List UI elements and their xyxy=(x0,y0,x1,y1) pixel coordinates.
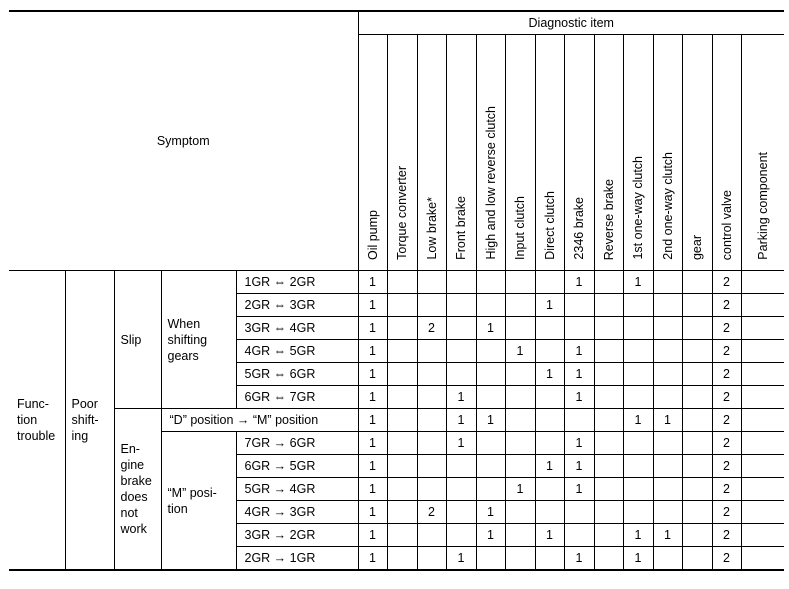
value-cell: 1 xyxy=(623,409,653,432)
value-cell xyxy=(623,363,653,386)
value-cell xyxy=(535,501,564,524)
value-cell xyxy=(594,409,623,432)
value-cell xyxy=(653,294,682,317)
value-cell xyxy=(623,501,653,524)
value-cell xyxy=(505,386,535,409)
value-cell: 2 xyxy=(712,432,741,455)
value-cell xyxy=(594,294,623,317)
value-cell xyxy=(505,547,535,571)
row-label: 5GR → 4GR xyxy=(236,478,358,501)
value-cell: 1 xyxy=(564,340,594,363)
value-cell xyxy=(741,317,784,340)
value-cell xyxy=(594,501,623,524)
value-cell xyxy=(535,478,564,501)
value-cell: 1 xyxy=(358,386,387,409)
value-cell xyxy=(623,317,653,340)
value-cell xyxy=(387,386,417,409)
value-cell: 1 xyxy=(358,317,387,340)
value-cell xyxy=(387,317,417,340)
value-cell xyxy=(417,386,446,409)
value-cell: 1 xyxy=(535,455,564,478)
when-shifting-gears-label: When shifting gears xyxy=(161,271,236,409)
value-cell xyxy=(623,478,653,501)
value-cell: 1 xyxy=(505,340,535,363)
value-cell xyxy=(505,409,535,432)
value-cell xyxy=(417,478,446,501)
value-cell xyxy=(535,340,564,363)
value-cell xyxy=(653,455,682,478)
column-header: High and low reverse clutch xyxy=(476,35,505,271)
column-header: Direct clutch xyxy=(535,35,564,271)
value-cell xyxy=(594,363,623,386)
value-cell: 1 xyxy=(564,363,594,386)
value-cell xyxy=(623,340,653,363)
column-header: Low brake* xyxy=(417,35,446,271)
value-cell xyxy=(741,501,784,524)
value-cell xyxy=(387,409,417,432)
table-row xyxy=(9,271,784,294)
value-cell xyxy=(741,432,784,455)
value-cell xyxy=(417,432,446,455)
value-cell xyxy=(653,363,682,386)
value-cell xyxy=(682,455,712,478)
value-cell xyxy=(594,340,623,363)
value-cell xyxy=(594,432,623,455)
function-trouble-label: Func- tion trouble xyxy=(9,271,65,571)
value-cell: 1 xyxy=(476,524,505,547)
value-cell: 1 xyxy=(476,317,505,340)
value-cell xyxy=(564,294,594,317)
value-cell: 1 xyxy=(358,340,387,363)
value-cell xyxy=(682,409,712,432)
diagnostic-table xyxy=(9,10,784,571)
value-cell xyxy=(476,386,505,409)
value-cell: 1 xyxy=(623,271,653,294)
value-cell xyxy=(446,294,476,317)
value-cell xyxy=(476,294,505,317)
value-cell: 1 xyxy=(623,547,653,571)
value-cell xyxy=(417,455,446,478)
value-cell: 1 xyxy=(446,409,476,432)
value-cell xyxy=(505,501,535,524)
value-cell: 1 xyxy=(535,363,564,386)
row-label: 4GR ⇔ 5GR xyxy=(236,340,358,363)
value-cell: 1 xyxy=(653,524,682,547)
value-cell xyxy=(741,547,784,571)
value-cell xyxy=(387,547,417,571)
value-cell xyxy=(505,271,535,294)
column-header: gear xyxy=(682,35,712,271)
value-cell xyxy=(446,455,476,478)
value-cell xyxy=(682,271,712,294)
value-cell: 2 xyxy=(712,501,741,524)
value-cell: 2 xyxy=(712,294,741,317)
value-cell: 1 xyxy=(358,547,387,571)
value-cell xyxy=(682,317,712,340)
row-label: “D” position → “M” position xyxy=(161,409,358,432)
value-cell xyxy=(505,317,535,340)
value-cell: 1 xyxy=(564,271,594,294)
value-cell xyxy=(594,547,623,571)
value-cell xyxy=(417,363,446,386)
value-cell: 1 xyxy=(564,455,594,478)
value-cell: 1 xyxy=(446,386,476,409)
value-cell: 2 xyxy=(417,501,446,524)
value-cell: 1 xyxy=(358,432,387,455)
value-cell xyxy=(741,524,784,547)
value-cell xyxy=(653,478,682,501)
value-cell xyxy=(417,409,446,432)
value-cell: 1 xyxy=(476,409,505,432)
value-cell: 1 xyxy=(564,432,594,455)
column-header: Torque converter xyxy=(387,35,417,271)
value-cell xyxy=(476,432,505,455)
value-cell xyxy=(564,409,594,432)
value-cell: 2 xyxy=(712,478,741,501)
value-cell xyxy=(505,432,535,455)
value-cell xyxy=(682,432,712,455)
value-cell: 1 xyxy=(623,524,653,547)
value-cell xyxy=(535,317,564,340)
value-cell xyxy=(387,340,417,363)
row-label: 3GR → 2GR xyxy=(236,524,358,547)
value-cell: 2 xyxy=(712,409,741,432)
row-label: 1GR ⇔ 2GR xyxy=(236,271,358,294)
value-cell xyxy=(417,547,446,571)
value-cell xyxy=(623,455,653,478)
value-cell: 1 xyxy=(653,409,682,432)
value-cell xyxy=(535,409,564,432)
value-cell xyxy=(682,478,712,501)
row-label: 7GR → 6GR xyxy=(236,432,358,455)
engine-brake-label: En- gine brake does not work xyxy=(114,409,161,571)
value-cell xyxy=(594,478,623,501)
value-cell: 2 xyxy=(712,317,741,340)
column-header: control valve xyxy=(712,35,741,271)
value-cell xyxy=(741,455,784,478)
column-header: 1st one-way clutch xyxy=(623,35,653,271)
value-cell xyxy=(446,271,476,294)
value-cell xyxy=(564,501,594,524)
value-cell: 1 xyxy=(358,455,387,478)
symptom-header: Symptom xyxy=(9,11,358,271)
value-cell xyxy=(476,340,505,363)
value-cell xyxy=(387,363,417,386)
value-cell xyxy=(387,432,417,455)
value-cell xyxy=(682,501,712,524)
value-cell: 1 xyxy=(446,547,476,571)
value-cell xyxy=(741,294,784,317)
value-cell xyxy=(446,524,476,547)
value-cell xyxy=(505,363,535,386)
value-cell xyxy=(387,478,417,501)
value-cell xyxy=(682,363,712,386)
value-cell xyxy=(387,271,417,294)
value-cell: 2 xyxy=(712,271,741,294)
value-cell xyxy=(505,524,535,547)
row-label: 2GR ⇔ 3GR xyxy=(236,294,358,317)
value-cell xyxy=(653,432,682,455)
value-cell: 1 xyxy=(358,524,387,547)
value-cell xyxy=(682,547,712,571)
value-cell xyxy=(476,363,505,386)
value-cell xyxy=(623,294,653,317)
value-cell xyxy=(417,271,446,294)
row-label: 6GR → 5GR xyxy=(236,455,358,478)
value-cell: 2 xyxy=(712,340,741,363)
value-cell: 1 xyxy=(564,478,594,501)
table-row xyxy=(9,409,784,432)
row-label: 6GR ⇔ 7GR xyxy=(236,386,358,409)
value-cell: 1 xyxy=(535,294,564,317)
value-cell xyxy=(594,271,623,294)
value-cell: 1 xyxy=(564,386,594,409)
row-label: 4GR → 3GR xyxy=(236,501,358,524)
value-cell xyxy=(417,524,446,547)
value-cell xyxy=(476,547,505,571)
value-cell: 1 xyxy=(358,271,387,294)
value-cell xyxy=(387,524,417,547)
row-label: 3GR ⇔ 4GR xyxy=(236,317,358,340)
value-cell: 1 xyxy=(564,547,594,571)
value-cell: 1 xyxy=(446,432,476,455)
column-header: Front brake xyxy=(446,35,476,271)
value-cell: 1 xyxy=(505,478,535,501)
value-cell xyxy=(594,317,623,340)
value-cell xyxy=(387,501,417,524)
value-cell: 1 xyxy=(358,478,387,501)
value-cell xyxy=(741,386,784,409)
value-cell: 2 xyxy=(712,455,741,478)
value-cell xyxy=(594,455,623,478)
poor-shifting-label: Poor shift- ing xyxy=(65,271,114,571)
value-cell xyxy=(741,340,784,363)
value-cell xyxy=(476,478,505,501)
value-cell: 1 xyxy=(358,501,387,524)
value-cell xyxy=(535,271,564,294)
value-cell xyxy=(535,432,564,455)
diagnostic-item-header: Diagnostic item xyxy=(358,11,784,35)
value-cell xyxy=(741,478,784,501)
value-cell xyxy=(446,363,476,386)
value-cell xyxy=(535,386,564,409)
value-cell: 1 xyxy=(535,524,564,547)
value-cell xyxy=(594,524,623,547)
value-cell xyxy=(535,547,564,571)
value-cell: 1 xyxy=(358,363,387,386)
value-cell xyxy=(741,363,784,386)
value-cell xyxy=(417,294,446,317)
value-cell xyxy=(623,386,653,409)
column-header: Oil pump xyxy=(358,35,387,271)
column-header: Parking component xyxy=(741,35,784,271)
value-cell: 1 xyxy=(358,409,387,432)
value-cell: 1 xyxy=(358,294,387,317)
value-cell xyxy=(446,340,476,363)
m-position-label: “M” posi- tion xyxy=(161,432,236,571)
column-header: 2346 brake xyxy=(564,35,594,271)
value-cell xyxy=(564,317,594,340)
value-cell xyxy=(682,294,712,317)
column-header: 2nd one-way clutch xyxy=(653,35,682,271)
value-cell xyxy=(476,271,505,294)
value-cell xyxy=(741,409,784,432)
value-cell: 1 xyxy=(476,501,505,524)
value-cell xyxy=(653,386,682,409)
value-cell xyxy=(682,340,712,363)
value-cell xyxy=(653,317,682,340)
value-cell xyxy=(682,386,712,409)
value-cell xyxy=(505,294,535,317)
column-header: Reverse brake xyxy=(594,35,623,271)
value-cell xyxy=(446,501,476,524)
value-cell xyxy=(653,340,682,363)
value-cell xyxy=(623,432,653,455)
value-cell xyxy=(564,524,594,547)
value-cell xyxy=(417,340,446,363)
value-cell: 2 xyxy=(417,317,446,340)
value-cell xyxy=(682,524,712,547)
value-cell: 2 xyxy=(712,363,741,386)
value-cell xyxy=(505,455,535,478)
value-cell xyxy=(446,317,476,340)
slip-label: Slip xyxy=(114,271,161,409)
value-cell xyxy=(653,547,682,571)
value-cell: 2 xyxy=(712,386,741,409)
value-cell: 2 xyxy=(712,524,741,547)
column-header: Input clutch xyxy=(505,35,535,271)
value-cell xyxy=(653,271,682,294)
value-cell xyxy=(387,294,417,317)
value-cell xyxy=(594,386,623,409)
value-cell: 2 xyxy=(712,547,741,571)
value-cell xyxy=(446,478,476,501)
value-cell xyxy=(476,455,505,478)
value-cell xyxy=(653,501,682,524)
row-label: 5GR ⇔ 6GR xyxy=(236,363,358,386)
value-cell xyxy=(741,271,784,294)
value-cell xyxy=(387,455,417,478)
row-label: 2GR → 1GR xyxy=(236,547,358,571)
